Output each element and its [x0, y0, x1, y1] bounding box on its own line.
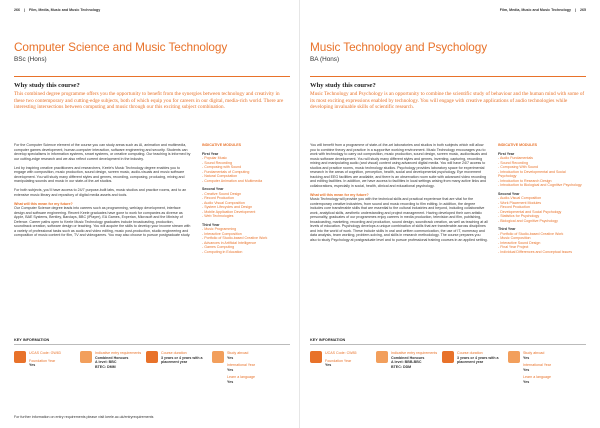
key-label: International Year	[227, 363, 255, 367]
module-name: Composing With Sound	[500, 165, 538, 169]
key-information-item	[376, 351, 442, 384]
key-value: Combined Honours	[391, 355, 425, 360]
module-name: Sound Recording	[204, 160, 232, 165]
why-study-heading: Why study this course?	[310, 82, 376, 89]
key-value: Yes	[325, 363, 332, 367]
module-name: Popular Music	[204, 156, 227, 160]
right-page	[300, 0, 600, 428]
module-name: Audio-Visual Composition	[500, 196, 542, 200]
module-item: - Composing with Sound	[202, 165, 242, 169]
running-header-text: Film, Media, Music and Music Technology	[499, 8, 571, 12]
module-item: - Composing With Sound	[498, 165, 538, 169]
course-title: Music Technology and Psychology	[310, 40, 488, 54]
key-information	[310, 338, 586, 384]
key-label: Course duration	[161, 351, 187, 355]
course-award: BA (Hons)	[310, 56, 340, 63]
module-year-label: Third Year	[498, 227, 516, 231]
course-award: BSc (Hons)	[14, 56, 47, 63]
key-information-item	[146, 351, 212, 384]
info-tile-icon	[212, 351, 224, 363]
module-item: - Record Production	[202, 196, 234, 200]
key-label: Learn a language	[227, 375, 255, 379]
course-description	[310, 143, 488, 254]
key-label: Study abroad	[227, 351, 249, 355]
module-name: Music Composition	[500, 236, 531, 240]
module-name: Advances in Artificial Intelligence	[204, 240, 257, 245]
module-item: - Introduction to Research Design	[498, 178, 552, 183]
key-information-heading: KEY INFORMATION	[14, 338, 290, 345]
module-item: - Sound Recording	[498, 160, 528, 165]
module-name: Interactive Sound Design	[500, 240, 541, 245]
body-paragraph: Music Technology will provide you with the technical skills and practical experience that are vital for the contemporary creative industries, from sound and music recording to film editing. In addition, the degree includes core transferable skills that are essential to the cultural industries and beyond, including collaborative work, analytical skills, aesthetic understanding and project management. Having developed their own artistic personality, graduates of our programmes enjoy careers in media production, television and film, publishing, broadcasting, marketing, recording and production, sound design, soundtrack creation, as well as teaching at all levels of education. Psychology develops a unique combination of skills that are transferable across disciplines and into the world of work. These include skills in oral and written communication, the use of IT, numeracy and data analysis, team working, problem-solving, and skills in research methodology. The course prepares you also to study Psychology at postgraduate level and to pursue professional training courses in an applied setting.	[310, 197, 488, 242]
module-name: Games Computing	[204, 245, 235, 249]
module-item: - Creative Sound Design	[202, 191, 242, 196]
module-name: Biological and Cognitive Psychology	[500, 218, 558, 223]
why-study-text: This combined degree programme offers you the opportunity to benefit from the synergies between technology and creativity in these two contemporary and cutting-edge subjects, both of which equip you for careers in our digital, media-rich world. There are interesting intersections between computing and music through our this exciting subject combination.	[14, 91, 284, 111]
modules-list	[202, 152, 288, 255]
module-name: Creative Sound Design	[204, 191, 242, 196]
body-paragraph: For both subjects, you'll have access to 24/7 purpose-built labs, music studios and practice rooms, and to an extensive music library and repository of digital media assets and tools.	[14, 188, 187, 197]
module-item: - Web Technologies	[202, 214, 234, 218]
key-information-row	[310, 351, 586, 384]
module-name: Sound Recording	[500, 160, 528, 165]
page-number: 265	[580, 8, 586, 12]
body-paragraph: Our Computer Science degree leads into careers such as programming, web/app development, interface design and software engineering. Recent Keele graduates have gone to work for companies as diverse as Apple, BAE Systems, Bentley, Barclays, BBC (iPlayer), EA Games, Experian, Microsoft and the Ministry of Defence. Career paths open to Keele Music Technology graduates include broadcasting, production, soundtrack creation, software design or teaching. You will acquire the skills to develop your income stream with a variety of professional tasks such as audio and video editing, music post-production, studio engineering and composition of music content for film, TV and videogames. You may also choose to pursue postgraduate study.	[14, 206, 191, 237]
module-item: - Advances in Artificial Intelligence	[202, 240, 257, 245]
modules-heading: INDICATIVE MODULES	[202, 143, 242, 147]
why-study-heading: Why study this course?	[14, 82, 80, 89]
module-item: - Final Year Project	[498, 245, 529, 249]
key-label: Foundation Year	[29, 358, 56, 363]
module-name: Developmental and Social Psychology	[500, 209, 562, 214]
info-tile-icon	[80, 351, 92, 363]
key-information-item	[80, 351, 146, 384]
info-tile-icon	[508, 351, 520, 363]
module-name: Individual Differences and Conceptual Issues	[500, 249, 573, 254]
key-value: BTEC: DMM	[95, 364, 116, 369]
why-study-text: Music Technology and Psychology is an opportunity to combine the scientific study of behaviour and the human mind with some of its most exciting expressions enabled by technology. You will engage with creative applications of audio technologies while developing invaluable skills of scientific research.	[310, 91, 585, 111]
module-name: Work Placement Modules	[500, 200, 542, 205]
key-information-text	[325, 351, 357, 384]
module-name: Record Production	[204, 196, 234, 200]
key-information-text	[29, 351, 61, 384]
key-value: 3 years or 4 years with a placement year	[457, 355, 499, 364]
key-label: Foundation Year	[325, 358, 352, 363]
key-label: Learn a language	[523, 375, 551, 379]
module-item: - Interactive Sound Design	[498, 240, 541, 245]
module-item: - Computer Animation and Multimedia	[202, 178, 263, 183]
module-name: Record Production	[500, 205, 530, 209]
module-name: Audio Visual Composition	[204, 200, 245, 205]
module-name: Computing in Education	[204, 249, 243, 254]
module-year-label: Third Year	[202, 222, 220, 227]
key-label: Indicative entry requirements	[95, 351, 142, 355]
modules-heading: INDICATIVE MODULES	[498, 143, 538, 147]
module-year-label: First Year	[498, 151, 515, 156]
module-name: Introduction to Biological and Cognitive Psychology	[500, 183, 582, 187]
module-item: - Mobile Application Development	[202, 209, 256, 214]
module-name: Web Technologies	[204, 214, 234, 218]
modules-list	[498, 152, 584, 255]
info-tile-icon	[376, 351, 388, 363]
module-item: - Individual Differences and Conceptual Issues	[498, 249, 573, 254]
key-value: Yes	[227, 355, 234, 360]
body-paragraph: You will benefit from a programme of state-of-the-art laboratories and studios in both subjects which will allow you to combine theory and practice in a supportive working environment. Music Technology encourages you to work with technology to carry out composition, music production, sound design, screen music, audiovisuals and music software development. You will study many different styles and genres, inventing, capturing, recording mixing and manipulating audio (and visual) content using advanced digital media. You will have 24/7 access to studios and practice rooms, music technology studios. Psychology provides laboratory space for experimental research in the areas of cognition, perception, health, social and developmental psychology. Eye movement tracking and EEG facilities are available, and there is an observation room suite with advanced video recording and editing facilities. In addition, we have access to facilities in local settings arising from many active links and collaborations, especially in social, health, clinical and educational psychology.	[310, 143, 487, 188]
course-title: Computer Science and Music Technology	[14, 40, 228, 54]
why-study-band	[14, 76, 290, 135]
key-value: Yes	[523, 379, 530, 384]
module-item: - Biological and Cognitive Psychology	[498, 218, 558, 223]
module-name: Interactive Composition	[204, 231, 242, 236]
module-item: - Audio-Visual Composition	[498, 196, 542, 200]
info-tile-icon	[14, 351, 26, 363]
indicative-modules	[202, 143, 288, 254]
key-information-item	[442, 351, 508, 384]
key-value: Yes	[227, 367, 234, 372]
module-year-label: Second Year	[202, 187, 224, 191]
info-tile-icon	[146, 351, 158, 363]
module-name: Statistics for Psychology	[500, 214, 540, 218]
module-name: Portfolio of Studio-based Creative Work	[500, 231, 564, 236]
key-value: 3 years or 4 years with a placement year	[161, 355, 203, 364]
key-value: Yes	[227, 379, 234, 384]
module-year-label: Second Year	[498, 191, 520, 196]
key-information-text	[523, 351, 551, 384]
key-information-item	[14, 351, 80, 384]
key-information-row	[14, 351, 290, 384]
module-item: - Music Programming	[202, 227, 237, 231]
running-header: Film, Media, Music and Music Technology | 265	[499, 8, 586, 12]
key-label: UCAS Code: GW83	[29, 351, 61, 355]
body-paragraph: Led by inspiring creative practitioners and researchers, Keele's Music Technology degree enables you to engage with composition, music production, sound design, screen music, audio-visuals and music software development. You will study many different styles and genres, recording, composing, producing, mixing and manipulating sounds and music in our state-of-the-art studios.	[14, 165, 185, 183]
key-value: Combined Honours	[95, 355, 129, 360]
key-value: A level: BBB-BBC	[391, 360, 422, 364]
key-value: Yes	[523, 367, 530, 372]
key-information-text	[391, 351, 437, 384]
key-label: International Year	[523, 363, 551, 367]
module-item: - Introduction to Biological and Cognitive Psychology	[498, 183, 582, 187]
info-tile-icon	[310, 351, 322, 363]
module-name: Computer Animation and Multimedia	[204, 178, 263, 183]
why-study-band	[310, 76, 586, 135]
module-item: - Interactive Composition	[202, 231, 242, 236]
module-item: - Computing in Education	[202, 249, 243, 254]
module-name: Introduction to Developmental and Social Psychology	[498, 169, 566, 178]
key-information-item	[508, 351, 574, 384]
running-header: 266 | Film, Media, Music and Music Technology	[14, 8, 101, 12]
indicative-modules	[498, 143, 584, 254]
section-subheading: What will this mean for my future?	[310, 192, 369, 197]
module-name: Final Year Project	[500, 245, 529, 249]
key-value: Yes	[523, 355, 530, 360]
module-name: Natural Computation	[204, 174, 238, 178]
key-information-text	[227, 351, 255, 384]
module-item: - Work Placement Modules	[498, 200, 542, 205]
info-tile-icon	[442, 351, 454, 363]
running-header-text: Film, Media, Music and Music Technology	[29, 8, 101, 12]
module-item: - Introduction to Developmental and Social Psychology	[498, 169, 566, 178]
key-value: A level: BBC	[95, 360, 117, 364]
module-item: - Developmental and Social Psychology	[498, 209, 562, 214]
module-name: Music Programming	[204, 227, 237, 231]
key-information-text	[95, 351, 141, 384]
module-item: - Audio Fundamentals	[498, 156, 533, 160]
key-label: Indicative entry requirements	[391, 351, 438, 355]
key-information-item	[310, 351, 376, 384]
key-label: Course duration	[457, 351, 483, 355]
module-name: Fundamentals of Computing	[204, 169, 250, 174]
module-name: Composing with Sound	[204, 165, 242, 169]
module-year-label: First Year	[202, 151, 219, 156]
module-item: - System Lifecycles and Design	[202, 205, 253, 209]
module-item: - Statistics for Psychology	[498, 214, 540, 218]
module-item: - Natural Computation	[202, 174, 238, 178]
module-item: - Record Production	[498, 205, 530, 209]
key-value: BTEC: DDM	[391, 364, 412, 369]
module-item: - Portfolio of Studio-based Creative Work	[202, 236, 268, 240]
entry-requirements-footnote: For further information on entry requirements please visit keele.ac.uk/entryrequirements	[14, 415, 154, 419]
section-subheading: What will this mean for my future?	[14, 201, 73, 206]
module-item: - Audio Visual Composition	[202, 200, 245, 205]
module-name: Audio Fundamentals	[500, 156, 533, 160]
key-information-text	[457, 351, 508, 384]
key-label: Study abroad	[523, 351, 545, 355]
module-item: - Popular Music	[202, 156, 227, 160]
key-information-heading: KEY INFORMATION	[310, 338, 586, 345]
module-name: System Lifecycles and Design	[204, 205, 253, 209]
module-item: - Games Computing	[202, 245, 235, 249]
body-paragraph: For the Computer Science element of the course you can study areas such as AI, animation and multimedia, computer games development, human-computer interaction, software engineering and security. Students can develop specialisms in information systems, smart systems, or creative computing. Our teaching is informed by our cutting-edge research and we also reflect current development in the industry.	[14, 143, 191, 161]
module-name: Mobile Application Development	[204, 209, 256, 214]
page-number: 266	[14, 8, 20, 12]
key-information-item	[212, 351, 278, 384]
module-item: - Sound Recording	[202, 160, 232, 165]
course-description	[14, 143, 192, 254]
key-information	[14, 338, 290, 384]
key-information-text	[161, 351, 212, 384]
module-item: - Portfolio of Studio-based Creative Work	[498, 231, 564, 236]
module-name: Portfolio of Studio-based Creative Work	[204, 236, 268, 240]
key-value: Yes	[29, 363, 36, 367]
key-label: UCAS Code: CW85	[325, 351, 357, 355]
module-item: - Fundamentals of Computing	[202, 169, 250, 174]
module-name: Introduction to Research Design	[500, 178, 552, 183]
module-item: - Music Composition	[498, 236, 531, 240]
